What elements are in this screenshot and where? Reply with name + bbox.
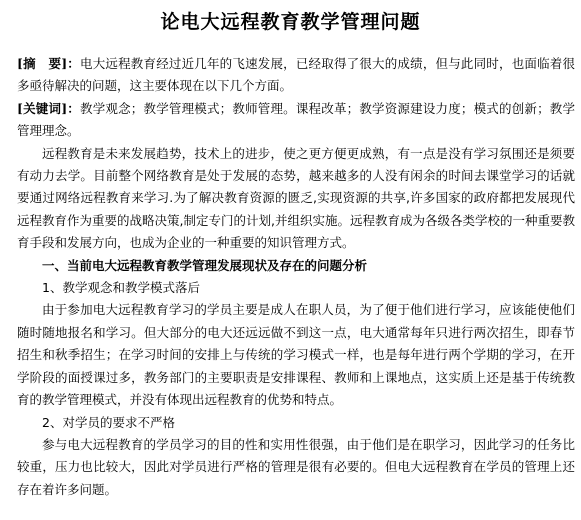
intro-paragraph: 远程教育是未来发展趋势，技术上的进步，使之更方便更成熟，有一点是没有学习氛围还是须要有动力去学。目前整个网络教育是处于发展的态势，越来越多的人没有闲余的时间去课堂学习的话就要通过网络远程教育来学习.为了解决教育资源的匮乏,实现资源的共享,许多国家的政府都把发展现代远程教育作为重要的战略决策,制定专门的计划,并组织实施。远程教育成为各级各类学校的一种重要教育手段和发展方向，也成为企业的一种重要的知识管理方式。	[17, 145, 575, 251]
subsection-heading-2: 2、对学员的要求不严格	[42, 414, 175, 430]
subsection-paragraph-2: 参与电大远程教育的学员学习的目的性和实用性很强，由于他们是在职学习，因此学习的任务比较重，压力也比较大，因此对学员进行严格的管理是很有必要的。但电大远程教育在学员的管理上还存在着许多问题。	[17, 436, 575, 497]
abstract-paragraph	[17, 53, 575, 98]
subsection-paragraph-1: 由于参加电大远程教育学习的学员主要是成人在职人员，为了便于他们进行学习，应该能使他们随时随地报名和学习。但大部分的电大还远远做不到这一点，电大通常每年只进行两次招生，即春节招生和秋季招生；在学习时间的安排上与传统的学习模式一样，也是每年进行两个学期的学习，在开学阶段的面授课过多，教务部门的主要职责是安排课程、教师和上课地点，这实质上还是基于传统教育的教学管理模式，并没有体现出远程教育的优势和特点。	[17, 302, 575, 408]
document-body	[17, 53, 575, 501]
subsection-heading-1: 1、教学观念和教学模式落后	[42, 280, 200, 296]
keywords-label: [关键词]：	[17, 100, 81, 116]
keywords-paragraph	[17, 98, 575, 143]
document-title: 论电大远程教育教学管理问题	[160, 11, 421, 33]
section-heading-1: 一、当前电大远程教育教学管理发展现状及存在的问题分析	[42, 257, 368, 273]
abstract-label: [摘 要]：	[17, 56, 81, 71]
abstract-text: 电大远程教育经过近几年的飞速发展，已经取得了很大的成绩，但与此同时，也面临着很多亟待解决的问题，这主要体现在以下几个方面。	[17, 56, 575, 94]
keywords-text: 教学观念；教学管理模式；教师管理。课程改革；教学资源建设力度；模式的创新；教学管理理念。	[17, 100, 575, 139]
